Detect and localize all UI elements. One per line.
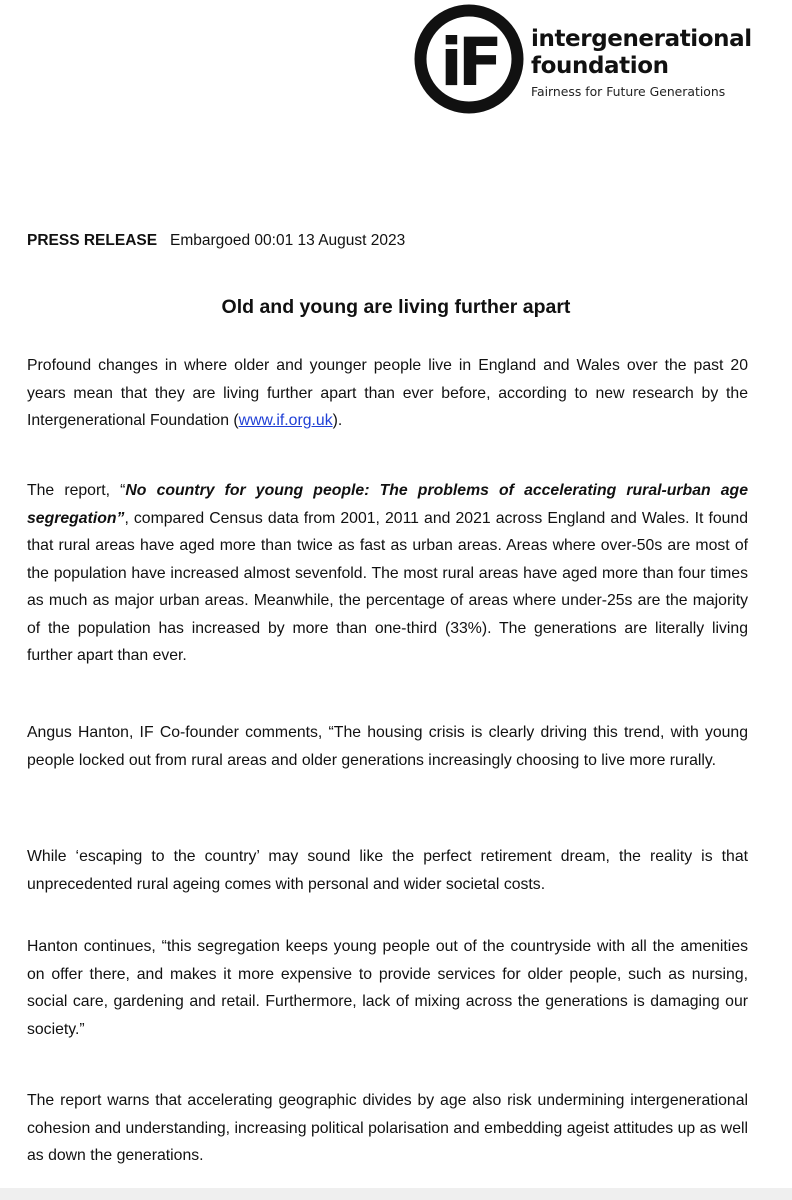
logo-name — [531, 26, 752, 80]
embargo-text: Embargoed 00:01 13 August 2023 — [169, 232, 406, 249]
paragraph-intro-text: Profound changes in where older and younger people live in England and Wales over the past 20 years mean that they are living further apart than ever before, according to new research by the Intergenerational Foundation ( — [27, 357, 748, 429]
logo-name-line1: intergenerational — [531, 26, 752, 52]
paragraph-hanton-comment: Angus Hanton, IF Co-founder comments, “The housing crisis is clearly driving this trend, with young people locked out from rural areas and older generations increasingly choosing to live more rurally. — [27, 724, 748, 769]
release-line — [27, 232, 405, 250]
paragraph-report-warns: The report warns that accelerating geographic divides by age also risk undermining intergenerational cohesion and understanding, increasing political polarisation and embedding ageist attitudes up as well as down the generations. — [27, 1092, 748, 1164]
paragraph-intro-end: ). — [332, 412, 343, 429]
paragraph-report-pre: The report, “ — [27, 482, 126, 499]
logo-tagline: Fairness for Future Generations — [531, 84, 726, 99]
paragraph-intro — [27, 352, 748, 435]
paragraph-report-text: , compared Census data from 2001, 2011 and 2021 across England and Wales. It found that rural areas have aged more than twice as fast as urban areas. Areas where over-50s are most of the population have increased almost sevenfold. The most rural areas have aged more than four times as much as major urban areas. Meanwhile, the percentage of areas where under-25s are the majority of the population has increased by more than one-third (33%). The generations are literally living further apart than ever. — [27, 509, 748, 664]
paragraph-escaping: While ‘escaping to the country’ may sound like the perfect retirement dream, the reality is that unprecedented rural ageing comes with personal and wider societal costs. — [27, 848, 748, 893]
headline: Old and young are living further apart — [221, 296, 571, 318]
logo-name-line2: foundation — [531, 53, 669, 79]
page-bottom-edge — [0, 1188, 792, 1200]
website-link[interactable]: www.if.org.uk — [238, 412, 333, 429]
paragraph-report — [27, 477, 748, 670]
if-logo-icon — [414, 4, 524, 114]
paragraph-hanton-continues: Hanton continues, “this segregation keeps young people out of the countryside with all the amenities on offer there, and makes it more expensive to provide services for older people, such as nursing, social care, gardening and retail. Furthermore, lack of mixing across the generations is damaging our society.” — [27, 938, 748, 1038]
if-logo — [414, 4, 754, 114]
logo-mark-text: iF — [440, 24, 498, 101]
report-title: No country for young people: The problems of accelerating rural-urban age segregation” — [27, 482, 748, 527]
press-release-label: PRESS RELEASE — [27, 232, 158, 249]
